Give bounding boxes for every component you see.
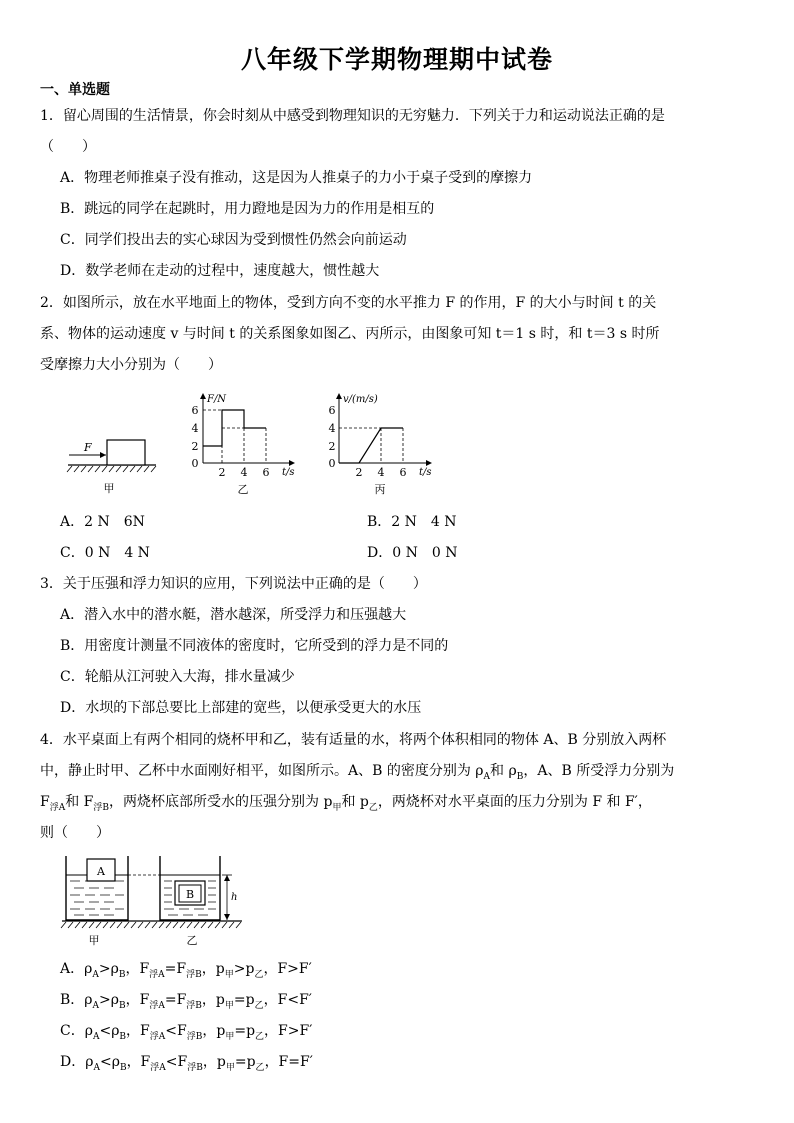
q2-figure-jia xyxy=(62,395,162,500)
q1-stem-line2: （ ） xyxy=(40,139,96,155)
q4-option-d: D．$\rho_A<\rho_B$，$F_{浮A}<F_{浮B}$，$p_甲=p_乙$，F=F′ xyxy=(60,1054,313,1073)
q3-option-b: B．用密度计测量不同液体的密度时，它所受到的浮力是不同的 xyxy=(60,638,449,654)
yi-ytick-0: 0 xyxy=(191,457,199,470)
block-b-label: B xyxy=(185,888,195,901)
q2-figure-bing xyxy=(324,390,449,500)
q4-option-c: C．$\rho_A<\rho_B$，$F_{浮A}<F_{浮B}$，$p_甲=p_乙$，F>F′ xyxy=(60,1023,313,1042)
yi-xtick-4: 4 xyxy=(240,466,248,479)
q2-option-c: C．0 N 4 N xyxy=(60,545,150,561)
bing-x-axis-label: t/s xyxy=(419,467,432,478)
q2-option-b: B．2 N 4 N xyxy=(367,514,457,530)
force-label: F xyxy=(84,441,92,454)
q4-option-b: B．$\rho_A>\rho_B$，$F_{浮A}=F_{浮B}$，$p_甲=p_乙$，F<F′ xyxy=(60,992,312,1011)
block-a-label: A xyxy=(97,865,105,878)
q1-option-b: B．跳远的同学在起跳时，用力蹬地是因为力的作用是相互的 xyxy=(60,201,435,217)
q2-stem-line3: 受摩擦力大小分别为（ ） xyxy=(40,357,222,373)
q2-stem-line2: 系、物体的运动速度 v 与时间 t 的关系图象如图乙、丙所示，由图象可知 t＝1 s 时，和 t＝3 s 时所 xyxy=(40,326,660,342)
q2-option-a: A．2 N 6N xyxy=(60,514,145,530)
bing-velocity-line xyxy=(339,428,403,463)
bing-ytick-6: 6 xyxy=(328,404,336,417)
bing-xtick-6: 6 xyxy=(399,466,407,479)
object-block xyxy=(107,440,145,465)
fig-yi-caption-q4: 乙 xyxy=(186,934,198,947)
q4-stem-line2: 中，静止时甲、乙杯中水面刚好相平，如图所示。A、B 的密度分别为 $\rho_A$和 $\rho_B$，A、B 所受浮力分别为 xyxy=(40,763,675,782)
q1-option-c: C．同学们投出去的实心球因为受到惯性仍然会向前运动 xyxy=(60,232,407,248)
q4-stem-line1: 4．水平桌面上有两个相同的烧杯甲和乙，装有适量的水，将两个体积相同的物体 A、B 分别放入两杯 xyxy=(40,732,667,748)
q2-figure-yi xyxy=(183,390,308,500)
q3-option-c: C．轮船从江河驶入大海，排水量减少 xyxy=(60,669,295,685)
bing-ytick-0: 0 xyxy=(328,457,336,470)
q2-option-d: D．0 N 0 N xyxy=(367,545,458,561)
q4-figure-beakers xyxy=(58,850,248,950)
fig-jia-caption-q4: 甲 xyxy=(88,934,100,947)
q3-option-d: D．水坝的下部总要比上部建的宽些，以便承受更大的水压 xyxy=(60,700,422,716)
yi-ytick-2: 2 xyxy=(191,440,199,453)
yi-y-axis-label: F/N xyxy=(207,394,227,405)
q4-stem-line3: $F_{浮A}$和 $F_{浮B}$，两烧杯底部所受水的压强分别为 $p_甲$和 $p_乙$，两烧杯对水平桌面的压力分别为 F 和 F′， xyxy=(40,794,652,813)
page-title: 八年级下学期物理期中试卷 xyxy=(240,45,553,74)
bing-ytick-2: 2 xyxy=(328,440,336,453)
bing-xtick-2: 2 xyxy=(355,466,363,479)
bing-ytick-4: 4 xyxy=(328,422,336,435)
height-label: h xyxy=(231,892,238,903)
fig-yi-caption: 乙 xyxy=(237,483,249,496)
bing-y-axis-label: v/(m/s) xyxy=(343,394,378,405)
q1-stem-line1: 1．留心周围的生活情景，你会时刻从中感受到物理知识的无穷魅力．下列关于力和运动说法正确的是 xyxy=(40,108,665,124)
q3-option-a: A．潜入水中的潜水艇，潜水越深，所受浮力和压强越大 xyxy=(60,607,407,623)
yi-x-axis-label: t/s xyxy=(282,467,295,478)
yi-ytick-4: 4 xyxy=(191,422,199,435)
bing-xtick-4: 4 xyxy=(377,466,385,479)
q4-option-a: A．$\rho_A>\rho_B$，$F_{浮A}=F_{浮B}$，$p_甲>p_乙$，F>F′ xyxy=(60,961,312,980)
q4-stem-line4: 则（ ） xyxy=(40,825,110,841)
fig-jia-caption: 甲 xyxy=(103,482,115,495)
fig-bing-caption: 丙 xyxy=(374,483,386,496)
q2-stem-line1: 2．如图所示，放在水平地面上的物体，受到方向不变的水平推力 F 的作用，F 的大小与时间 t 的关 xyxy=(40,295,657,311)
q1-option-a: A．物理老师推桌子没有推动，这是因为人推桌子的力小于桌子受到的摩擦力 xyxy=(60,170,533,186)
yi-ytick-6: 6 xyxy=(191,404,199,417)
q3-stem: 3．关于压强和浮力知识的应用，下列说法中正确的是（ ） xyxy=(40,576,427,592)
section-heading: 一、单选题 xyxy=(40,82,110,98)
yi-xtick-2: 2 xyxy=(218,466,226,479)
q1-option-d: D．数学老师在走动的过程中，速度越大，惯性越大 xyxy=(60,263,380,279)
yi-xtick-6: 6 xyxy=(262,466,270,479)
